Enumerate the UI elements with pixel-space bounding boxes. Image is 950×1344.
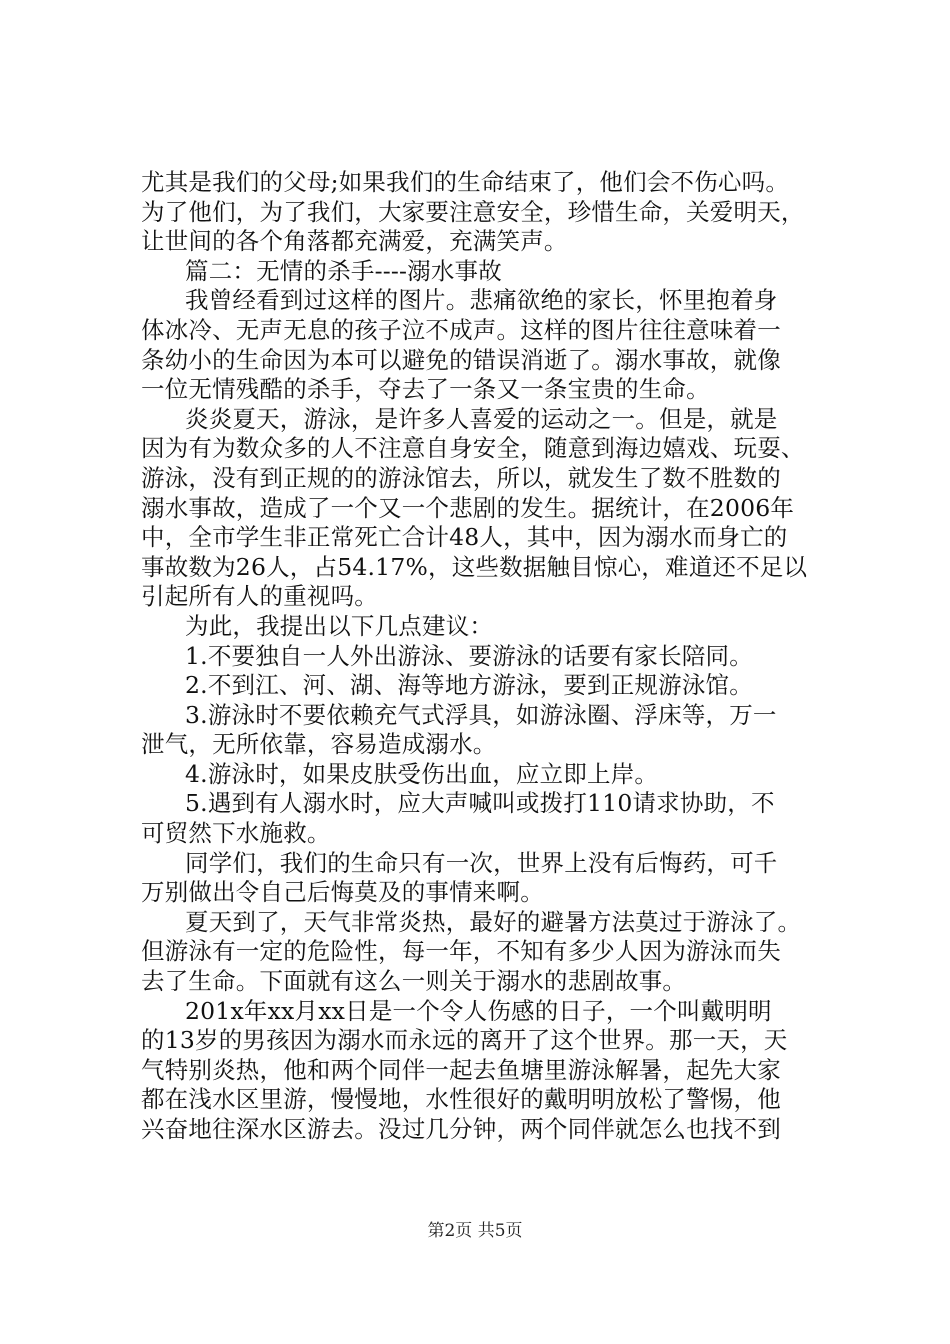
text-line: 因为有为数众多的人不注意自身安全，随意到海边嬉戏、玩耍、: [141, 434, 805, 463]
text-line: 事故数为26人，占54.17%，这些数据触目惊心，难道还不足以: [141, 552, 808, 581]
text-line: 为此，我提出以下几点建议：: [185, 611, 494, 640]
text-line: 尤其是我们的父母;如果我们的生命结束了，他们会不伤心吗。: [141, 168, 790, 196]
text-line: 为了他们，为了我们，大家要注意安全，珍惜生命，关爱明天，: [141, 197, 805, 226]
text-line: 炎炎夏天，游泳，是许多人喜爱的运动之一。但是，就是: [185, 404, 778, 433]
text-line: 201x年xx月xx日是一个令人伤感的日子，一个叫戴明明: [185, 996, 772, 1025]
text-line: 气特别炎热，他和两个同伴一起去鱼塘里游泳解暑，起先大家: [141, 1055, 781, 1084]
text-line: 引起所有人的重视吗。: [141, 582, 378, 611]
text-line: 同学们，我们的生命只有一次，世界上没有后悔药，可千: [185, 848, 778, 877]
text-line: 体冰冷、无声无息的孩子泣不成声。这样的图片往往意味着一: [141, 315, 781, 344]
text-line: 1.不要独自一人外出游泳、要游泳的话要有家长陪同。: [185, 641, 753, 670]
text-line: 的13岁的男孩因为溺水而永远的离开了这个世界。那一天，天: [141, 1026, 788, 1055]
text-line: 篇二：无情的杀手----溺水事故: [185, 256, 502, 285]
text-line: 条幼小的生命因为本可以避免的错误消逝了。溺水事故，就像: [141, 345, 781, 374]
text-line: 去了生命。下面就有这么一则关于溺水的悲剧故事。: [141, 967, 687, 996]
text-line: 游泳，没有到正规的的游泳馆去，所以，就发生了数不胜数的: [141, 463, 781, 492]
text-line: 兴奋地往深水区游去。没过几分钟，两个同伴就怎么也找不到: [141, 1115, 781, 1143]
text-line: 万别做出令自己后悔莫及的事情来啊。: [141, 878, 544, 907]
text-line: 5.遇到有人溺水时，应大声喊叫或拨打110请求协助，不: [185, 789, 775, 818]
text-line: 可贸然下水施救。: [141, 819, 331, 848]
text-line: 泄气，无所依靠，容易造成溺水。: [141, 730, 497, 759]
text-line: 让世间的各个角落都充满爱，充满笑声。: [141, 227, 568, 256]
document-body: [141, 168, 831, 1145]
text-line: 夏天到了，天气非常炎热，最好的避暑方法莫过于游泳了。: [185, 907, 802, 936]
text-line: 溺水事故，造成了一个又一个悲剧的发生。据统计，在2006年: [141, 493, 795, 522]
text-line: 我曾经看到过这样的图片。悲痛欲绝的家长，怀里抱着身: [185, 286, 778, 315]
text-line: 但游泳有一定的危险性，每一年，不知有多少人因为游泳而失: [141, 937, 781, 966]
text-line: 2.不到江、河、湖、海等地方游泳，要到正规游泳馆。: [185, 671, 753, 700]
text-line: 中，全市学生非正常死亡合计48人，其中，因为溺水而身亡的: [141, 523, 788, 552]
text-line: 一位无情残酷的杀手，夺去了一条又一条宝贵的生命。: [141, 375, 710, 404]
page-footer: [0, 1220, 950, 1242]
text-line: 都在浅水区里游，慢慢地，水性很好的戴明明放松了警惕，他: [141, 1085, 781, 1114]
text-line: 4.游泳时，如果皮肤受伤出血，应立即上岸。: [185, 759, 659, 788]
page-number-label: 第2页 共5页: [427, 1221, 523, 1241]
text-line: 3.游泳时不要依赖充气式浮具，如游泳圈、浮床等，万一: [185, 700, 777, 729]
